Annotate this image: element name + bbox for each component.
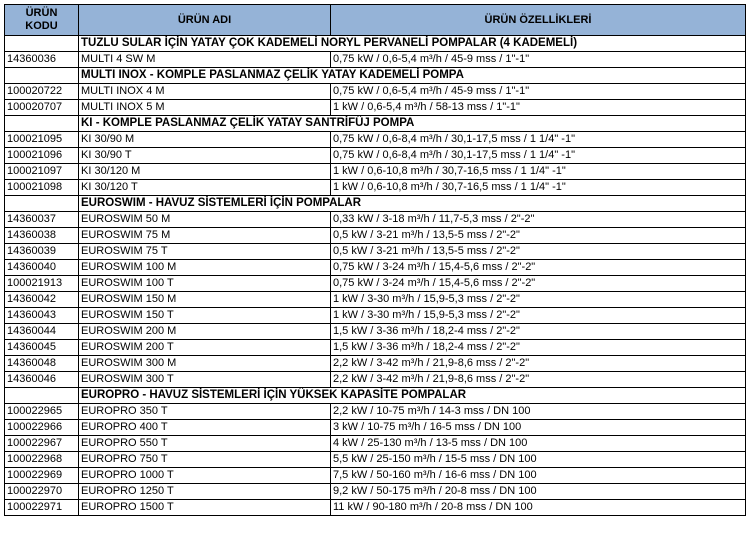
table-row xyxy=(5,180,746,196)
product-name-cell: EUROSWIM 75 M xyxy=(79,228,331,244)
product-name-cell: EUROPRO 550 T xyxy=(79,436,331,452)
table-row xyxy=(5,452,746,468)
product-name-cell: EUROPRO 350 T xyxy=(79,404,331,420)
section-code-cell xyxy=(5,68,79,84)
product-spec-cell: 0,75 kW / 0,6-5,4 m³/h / 45-9 mss / 1"-1" xyxy=(331,84,746,100)
product-code-cell: 14360043 xyxy=(5,308,79,324)
product-table xyxy=(4,4,746,516)
product-spec-cell: 1,5 kW / 3-36 m³/h / 18,2-4 mss / 2"-2" xyxy=(331,324,746,340)
product-code-cell: 14360037 xyxy=(5,212,79,228)
product-code-cell: 14360036 xyxy=(5,52,79,68)
section-code-cell xyxy=(5,36,79,52)
product-code-cell: 100021913 xyxy=(5,276,79,292)
product-spec-cell: 1 kW / 0,6-10,8 m³/h / 30,7-16,5 mss / 1 1/4" -1" xyxy=(331,164,746,180)
product-code-cell: 100021095 xyxy=(5,132,79,148)
product-spec-cell: 2,2 kW / 3-42 m³/h / 21,9-8,6 mss / 2"-2" xyxy=(331,356,746,372)
table-row xyxy=(5,244,746,260)
table-row xyxy=(5,420,746,436)
product-spec-cell: 0,33 kW / 3-18 m³/h / 11,7-5,3 mss / 2"-2" xyxy=(331,212,746,228)
section-code-cell xyxy=(5,116,79,132)
product-code-cell: 100022970 xyxy=(5,484,79,500)
table-row xyxy=(5,436,746,452)
table-row xyxy=(5,340,746,356)
product-spec-cell: 1 kW / 0,6-5,4 m³/h / 58-13 mss / 1"-1" xyxy=(331,100,746,116)
product-spec-cell: 9,2 kW / 50-175 m³/h / 20-8 mss / DN 100 xyxy=(331,484,746,500)
product-name-cell: MULTI INOX 5 M xyxy=(79,100,331,116)
product-spec-cell: 5,5 kW / 25-150 m³/h / 15-5 mss / DN 100 xyxy=(331,452,746,468)
product-spec-cell: 0,75 kW / 0,6-5,4 m³/h / 45-9 mss / 1"-1" xyxy=(331,52,746,68)
product-name-cell: EUROSWIM 150 T xyxy=(79,308,331,324)
section-row xyxy=(5,36,746,52)
product-spec-cell: 7,5 kW / 50-160 m³/h / 16-6 mss / DN 100 xyxy=(331,468,746,484)
header-code-line2: KODU xyxy=(25,20,58,32)
product-spec-cell: 0,75 kW / 0,6-8,4 m³/h / 30,1-17,5 mss / 1 1/4" -1" xyxy=(331,132,746,148)
product-code-cell: 14360038 xyxy=(5,228,79,244)
header-row xyxy=(5,5,746,36)
product-name-cell: KI 30/90 M xyxy=(79,132,331,148)
product-code-cell: 100022966 xyxy=(5,420,79,436)
table-row xyxy=(5,260,746,276)
product-code-cell: 14360040 xyxy=(5,260,79,276)
product-code-cell: 14360048 xyxy=(5,356,79,372)
section-row xyxy=(5,68,746,84)
product-code-cell: 100022968 xyxy=(5,452,79,468)
product-code-cell: 14360044 xyxy=(5,324,79,340)
product-code-cell: 100022971 xyxy=(5,500,79,516)
section-code-cell xyxy=(5,196,79,212)
product-code-cell: 100022969 xyxy=(5,468,79,484)
product-spec-cell: 3 kW / 10-75 m³/h / 16-5 mss / DN 100 xyxy=(331,420,746,436)
product-name-cell: EUROSWIM 300 M xyxy=(79,356,331,372)
table-row xyxy=(5,148,746,164)
product-spec-cell: 0,5 kW / 3-21 m³/h / 13,5-5 mss / 2"-2" xyxy=(331,228,746,244)
header-spec: ÜRÜN ÖZELLİKLERİ xyxy=(331,5,746,36)
product-spec-cell: 1 kW / 3-30 m³/h / 15,9-5,3 mss / 2"-2" xyxy=(331,292,746,308)
product-name-cell: EUROSWIM 300 T xyxy=(79,372,331,388)
table-row xyxy=(5,164,746,180)
table-row xyxy=(5,228,746,244)
table-row xyxy=(5,84,746,100)
table-row xyxy=(5,100,746,116)
table-row xyxy=(5,356,746,372)
product-spec-cell: 11 kW / 90-180 m³/h / 20-8 mss / DN 100 xyxy=(331,500,746,516)
product-name-cell: EUROSWIM 150 M xyxy=(79,292,331,308)
product-spec-cell: 1 kW / 3-30 m³/h / 15,9-5,3 mss / 2"-2" xyxy=(331,308,746,324)
section-title: TUZLU SULAR İÇİN YATAY ÇOK KADEMELİ NORYL PERVANELİ POMPALAR (4 KADEMELİ) xyxy=(79,36,746,52)
product-code-cell: 100020707 xyxy=(5,100,79,116)
table-row xyxy=(5,292,746,308)
product-name-cell: KI 30/120 T xyxy=(79,180,331,196)
product-name-cell: MULTI INOX 4 M xyxy=(79,84,331,100)
section-code-cell xyxy=(5,388,79,404)
header-code xyxy=(5,5,79,36)
product-code-cell: 100021098 xyxy=(5,180,79,196)
table-row xyxy=(5,132,746,148)
product-name-cell: EUROPRO 1500 T xyxy=(79,500,331,516)
product-spec-cell: 0,75 kW / 3-24 m³/h / 15,4-5,6 mss / 2"-2" xyxy=(331,276,746,292)
product-spec-cell: 2,2 kW / 10-75 m³/h / 14-3 mss / DN 100 xyxy=(331,404,746,420)
product-name-cell: KI 30/90 T xyxy=(79,148,331,164)
section-title: EUROPRO - HAVUZ SİSTEMLERİ İÇİN YÜKSEK KAPASİTE POMPALAR xyxy=(79,388,746,404)
product-code-cell: 14360046 xyxy=(5,372,79,388)
table-row xyxy=(5,308,746,324)
product-code-cell: 14360045 xyxy=(5,340,79,356)
product-spec-cell: 0,75 kW / 0,6-8,4 m³/h / 30,1-17,5 mss / 1 1/4" -1" xyxy=(331,148,746,164)
product-name-cell: EUROSWIM 100 T xyxy=(79,276,331,292)
product-spec-cell: 0,75 kW / 3-24 m³/h / 15,4-5,6 mss / 2"-2" xyxy=(331,260,746,276)
product-name-cell: EUROSWIM 100 M xyxy=(79,260,331,276)
product-code-cell: 14360042 xyxy=(5,292,79,308)
section-row xyxy=(5,388,746,404)
table-row xyxy=(5,484,746,500)
product-code-cell: 100021096 xyxy=(5,148,79,164)
table-body xyxy=(5,36,746,516)
table-row xyxy=(5,212,746,228)
table-row xyxy=(5,404,746,420)
table-row xyxy=(5,52,746,68)
product-name-cell: EUROPRO 750 T xyxy=(79,452,331,468)
section-title: EUROSWIM - HAVUZ SİSTEMLERİ İÇİN POMPALAR xyxy=(79,196,746,212)
product-spec-cell: 0,5 kW / 3-21 m³/h / 13,5-5 mss / 2"-2" xyxy=(331,244,746,260)
product-name-cell: EUROSWIM 200 M xyxy=(79,324,331,340)
product-code-cell: 100021097 xyxy=(5,164,79,180)
header-name: ÜRÜN ADI xyxy=(79,5,331,36)
product-spec-cell: 4 kW / 25-130 m³/h / 13-5 mss / DN 100 xyxy=(331,436,746,452)
product-name-cell: EUROPRO 1250 T xyxy=(79,484,331,500)
table-row xyxy=(5,276,746,292)
product-name-cell: MULTI 4 SW M xyxy=(79,52,331,68)
product-spec-cell: 2,2 kW / 3-42 m³/h / 21,9-8,6 mss / 2"-2" xyxy=(331,372,746,388)
product-code-cell: 14360039 xyxy=(5,244,79,260)
product-name-cell: EUROPRO 400 T xyxy=(79,420,331,436)
table-row xyxy=(5,468,746,484)
section-row xyxy=(5,116,746,132)
product-spec-cell: 1 kW / 0,6-10,8 m³/h / 30,7-16,5 mss / 1 1/4" -1" xyxy=(331,180,746,196)
product-name-cell: EUROSWIM 75 T xyxy=(79,244,331,260)
product-name-cell: KI 30/120 M xyxy=(79,164,331,180)
section-row xyxy=(5,196,746,212)
table-row xyxy=(5,324,746,340)
section-title: MULTI INOX - KOMPLE PASLANMAZ ÇELİK YATAY KADEMELİ POMPA xyxy=(79,68,746,84)
product-code-cell: 100020722 xyxy=(5,84,79,100)
section-title: KI - KOMPLE PASLANMAZ ÇELİK YATAY SANTRİFÜJ POMPA xyxy=(79,116,746,132)
product-name-cell: EUROSWIM 200 T xyxy=(79,340,331,356)
product-name-cell: EUROSWIM 50 M xyxy=(79,212,331,228)
product-name-cell: EUROPRO 1000 T xyxy=(79,468,331,484)
table-row xyxy=(5,372,746,388)
product-code-cell: 100022967 xyxy=(5,436,79,452)
header-code-line1: ÜRÜN xyxy=(25,7,58,19)
product-code-cell: 100022965 xyxy=(5,404,79,420)
table-row xyxy=(5,500,746,516)
product-spec-cell: 1,5 kW / 3-36 m³/h / 18,2-4 mss / 2"-2" xyxy=(331,340,746,356)
